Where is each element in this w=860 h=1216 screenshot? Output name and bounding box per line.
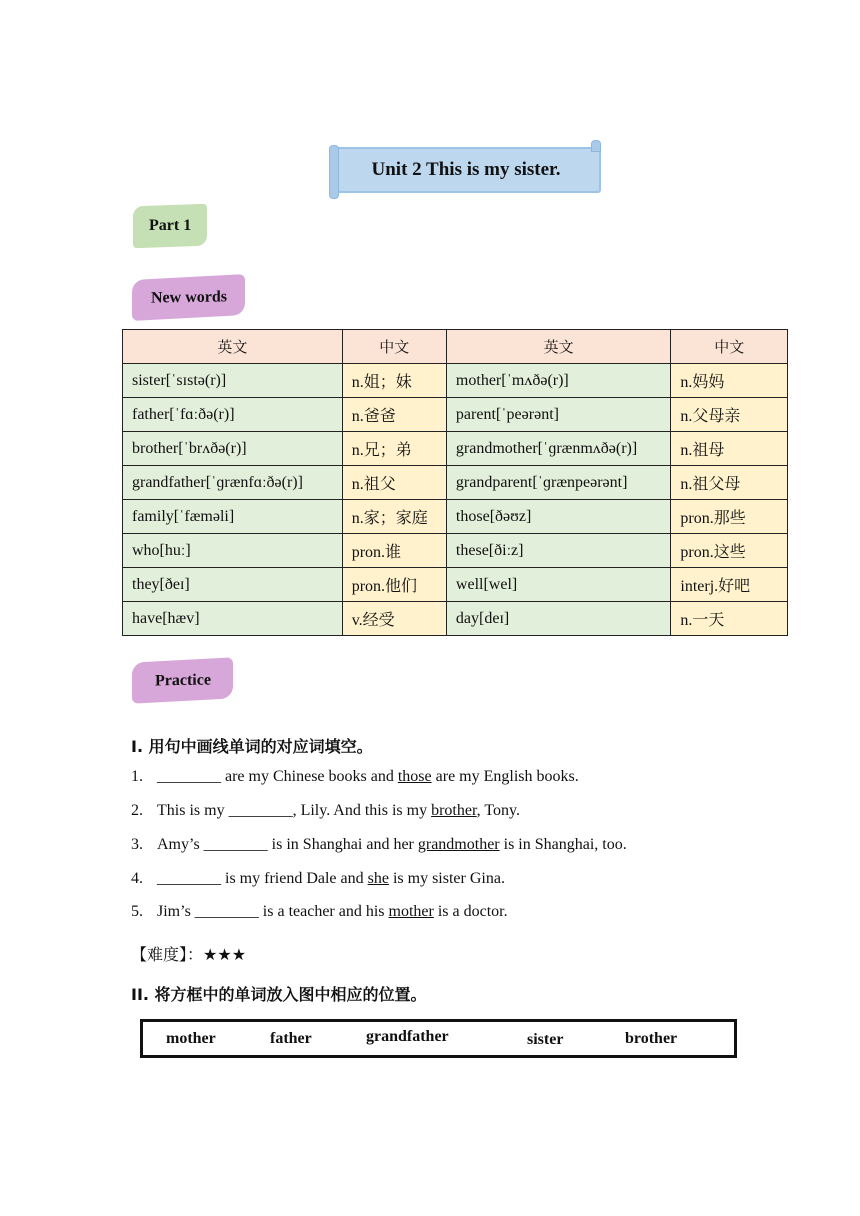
word-english: day[deɪ] <box>446 602 670 636</box>
question-number: 3. <box>131 836 143 853</box>
table-row <box>123 500 788 534</box>
table-row <box>123 602 788 636</box>
table-row <box>123 398 788 432</box>
word-english: these[ðiːz] <box>446 534 670 568</box>
table-row <box>123 534 788 568</box>
question-item <box>131 802 520 820</box>
word-english: grandparent[ˈɡrænpeərənt] <box>446 466 670 500</box>
header-english-2: 英文 <box>446 330 670 364</box>
word-chinese: pron.这些 <box>671 534 788 568</box>
part-tag-label: Part 1 <box>148 217 192 235</box>
word-english: grandfather[ˈɡrænfɑːðə(r)] <box>123 466 343 500</box>
question-item <box>131 903 508 921</box>
word-english: grandmother[ˈɡrænmʌðə(r)] <box>446 432 670 466</box>
word-bank-item: mother <box>166 1030 216 1047</box>
word-chinese: n.家；家庭 <box>342 500 446 534</box>
vocabulary-table <box>122 329 788 636</box>
word-english: parent[ˈpeərənt] <box>446 398 670 432</box>
word-bank-box <box>140 1019 737 1058</box>
question-number: 4. <box>131 870 143 887</box>
word-chinese: pron.那些 <box>671 500 788 534</box>
word-english: family[ˈfæməli] <box>123 500 343 534</box>
word-chinese: n.一天 <box>671 602 788 636</box>
question-text-before: This is my ________, Lily. And this is my <box>157 802 432 819</box>
practice-tag <box>132 657 233 703</box>
question-text-before: ________ are my Chinese books and <box>157 768 398 785</box>
word-chinese: n.祖母 <box>671 432 788 466</box>
word-bank-item: father <box>270 1030 312 1047</box>
word-bank-item: brother <box>625 1030 678 1047</box>
word-chinese: n.妈妈 <box>671 364 788 398</box>
table-row <box>123 364 788 398</box>
question-text-after: is a doctor. <box>433 903 508 920</box>
word-english: brother[ˈbrʌðə(r)] <box>123 432 343 466</box>
word-english: well[wel] <box>446 568 670 602</box>
unit-title: Unit 2 This is my sister. <box>371 159 561 180</box>
question-item <box>131 836 627 854</box>
question-text-before: Amy’s ________ is in Shanghai and her <box>157 836 418 853</box>
question-text-after: is in Shanghai, too. <box>499 836 627 853</box>
question-text-after: is my sister Gina. <box>388 870 505 887</box>
word-chinese: v.经受 <box>342 602 446 636</box>
new-words-tag-label: New words <box>150 287 227 307</box>
word-chinese: n.父母亲 <box>671 398 788 432</box>
new-words-tag <box>132 274 245 321</box>
table-header-row <box>123 330 788 364</box>
question-item <box>131 768 579 786</box>
question-item <box>131 870 505 888</box>
header-chinese-2: 中文 <box>671 330 788 364</box>
word-chinese: n.姐；妹 <box>342 364 446 398</box>
part-tag <box>133 204 207 249</box>
practice-tag-label: Practice <box>154 671 211 689</box>
word-english: those[ðəʊz] <box>446 500 670 534</box>
underlined-word: those <box>397 768 432 785</box>
difficulty-rating: 【难度】：★★★ <box>131 945 247 964</box>
section-2-heading: II. 将方框中的单词放入图中相应的位置。 <box>131 985 427 1004</box>
word-english: sister[ˈsɪstə(r)] <box>123 364 343 398</box>
underlined-word: mother <box>388 903 434 920</box>
word-chinese: n.祖父母 <box>671 466 788 500</box>
question-number: 1. <box>131 768 143 785</box>
header-english-1: 英文 <box>123 330 343 364</box>
word-bank-item: grandfather <box>366 1028 449 1045</box>
header-chinese-1: 中文 <box>342 330 446 364</box>
word-english: father[ˈfɑːðə(r)] <box>123 398 343 432</box>
word-chinese: interj.好吧 <box>671 568 788 602</box>
word-chinese: n.爸爸 <box>342 398 446 432</box>
question-number: 2. <box>131 802 143 819</box>
table-row <box>123 568 788 602</box>
underlined-word: brother <box>431 802 477 819</box>
word-chinese: pron.谁 <box>342 534 446 568</box>
table-row <box>123 466 788 500</box>
table-row <box>123 432 788 466</box>
word-english: mother[ˈmʌðə(r)] <box>446 364 670 398</box>
question-text-after: are my English books. <box>431 768 579 785</box>
word-english: have[hæv] <box>123 602 343 636</box>
word-chinese: n.兄；弟 <box>342 432 446 466</box>
underlined-word: grandmother <box>417 836 500 853</box>
word-bank-item: sister <box>527 1031 564 1048</box>
word-english: they[ðeɪ] <box>123 568 343 602</box>
question-text-before: ________ is my friend Dale and <box>157 870 368 887</box>
underlined-word: she <box>367 870 389 887</box>
unit-title-banner <box>331 147 601 193</box>
section-1-heading: I. 用句中画线单词的对应词填空。 <box>131 737 373 756</box>
question-number: 5. <box>131 903 143 920</box>
question-text-before: Jim’s ________ is a teacher and his <box>157 903 389 920</box>
word-chinese: pron.他们 <box>342 568 446 602</box>
word-english: who[huː] <box>123 534 343 568</box>
question-text-after: , Tony. <box>476 802 520 819</box>
word-chinese: n.祖父 <box>342 466 446 500</box>
